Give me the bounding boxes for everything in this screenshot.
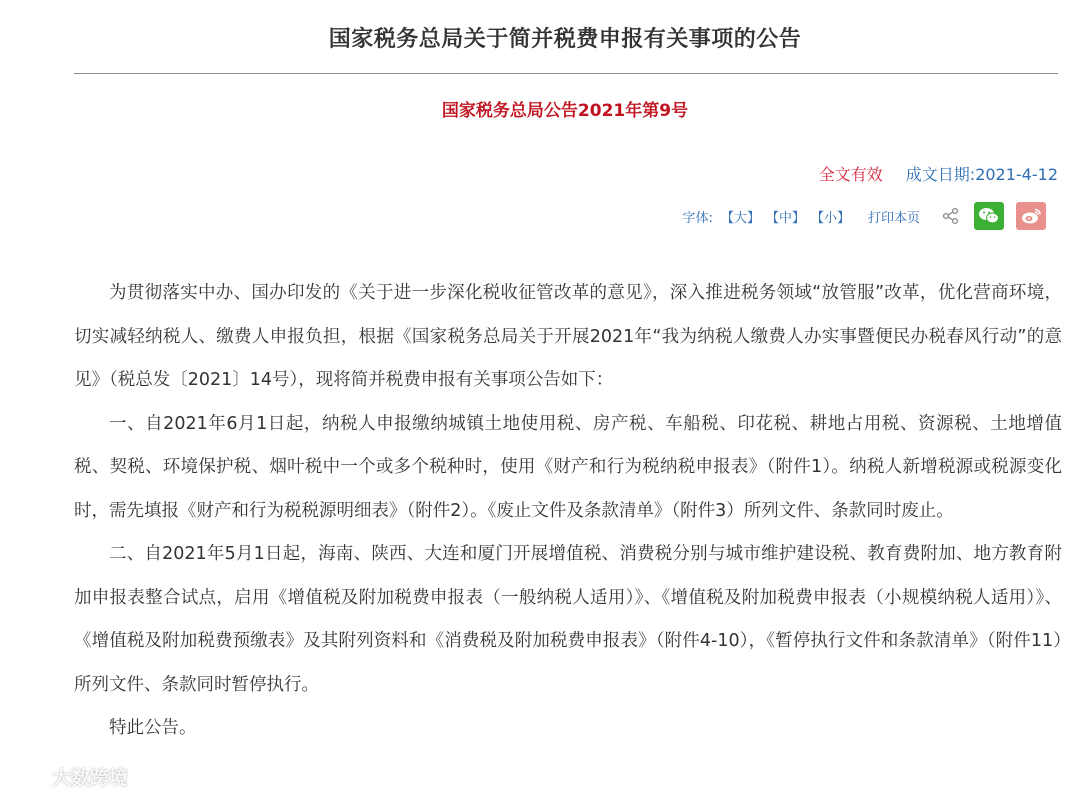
weibo-icon [1020, 207, 1042, 225]
body-paragraph-closing: 特此公告。 [109, 718, 197, 738]
share-icon[interactable] [942, 207, 960, 225]
document-date: 成文日期:2021-4-12 [905, 165, 1058, 184]
print-page-button[interactable]: 打印本页 [867, 210, 920, 226]
body-paragraph-item-2: 二、自2021年5月1日起，海南、陕西、大连和厦门开展增值税、消费税分别与城市维护建设税、教育费附加、地方教育附加申报表整合试点，启用《增值税及附加税费申报表（一般纳税人适用）》、《增值税及附加税费申报表（小规模纳税人适用）》、《增值税及附加税费预缴表》及其附列资料和《消费税及附加税费申报表》（附件4-10），《暂停执行文件和条款清单》（附件11）所列文件、条款同时暂停执行。 [74, 544, 1062, 695]
font-size-label: 字体: [682, 210, 713, 226]
wechat-share-button[interactable] [974, 202, 1004, 230]
watermark-text: 大数跨境 [52, 766, 129, 789]
toolbar [683, 200, 1046, 232]
weibo-share-button[interactable] [1016, 202, 1046, 230]
font-size-medium-button[interactable]: 【中】 [765, 210, 805, 226]
document-meta [819, 162, 1058, 185]
title-divider [74, 73, 1058, 74]
body-paragraph-item-1: 一、自2021年6月1日起，纳税人申报缴纳城镇土地使用税、房产税、车船税、印花税、耕地占用税、资源税、土地增值税、契税、环境保护税、烟叶税中一个或多个税种时，使用《财产和行为税纳税申报表》（附件1）。纳税人新增税源或税源变化时，需先填报《财产和行为税税源明细表》（附件2）。《废止文件及条款清单》（附件3）所列文件、条款同时废止。 [74, 413, 1062, 521]
watermark-logo-icon [8, 763, 48, 789]
validity-status: 全文有效 [818, 165, 883, 184]
wechat-icon [978, 207, 1000, 225]
document-body [74, 272, 1062, 751]
document-number: 国家税务总局公告2021年第9号 [441, 101, 689, 121]
watermark [8, 760, 128, 792]
font-size-small-button[interactable]: 【小】 [810, 210, 850, 226]
page-title: 国家税务总局关于简并税费申报有关事项的公告 [328, 27, 802, 52]
font-size-large-button[interactable]: 【大】 [720, 210, 760, 226]
body-paragraph-intro: 为贯彻落实中办、国办印发的《关于进一步深化税收征管改革的意见》，深入推进税务领域“放管服”改革，优化营商环境，切实减轻纳税人、缴费人申报负担，根据《国家税务总局关于开展2021年“我为纳税人缴费人办实事暨便民办税春风行动”的意见》（税总发〔2021〕14号），现将简并税费申报有关事项公告如下： [74, 283, 1062, 390]
